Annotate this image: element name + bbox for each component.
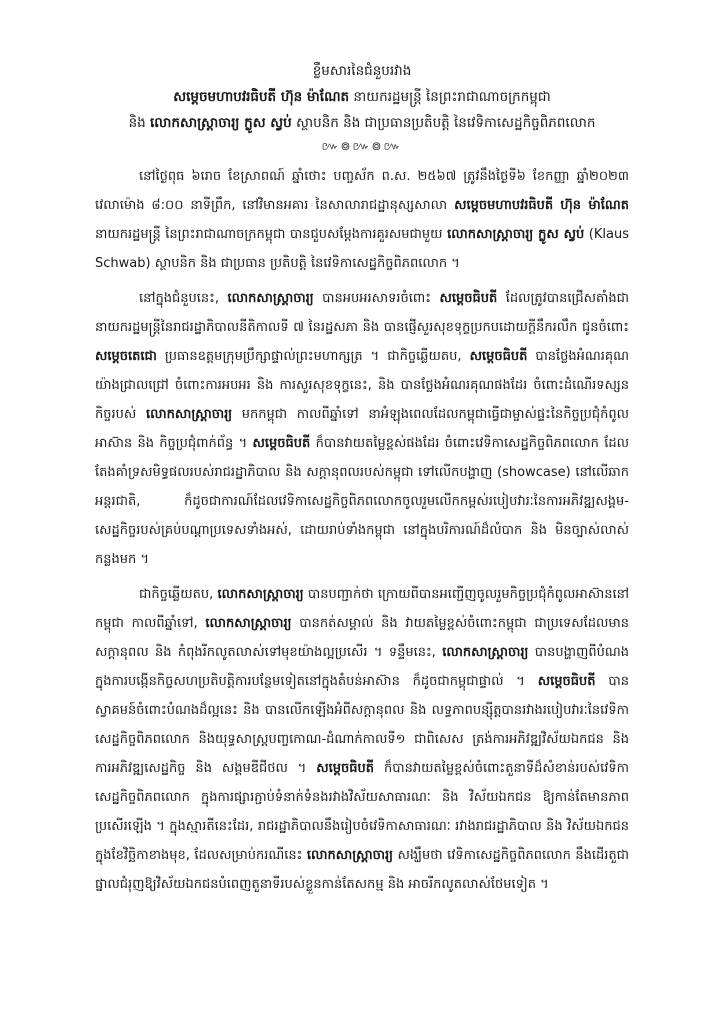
paragraph-3 xyxy=(95,580,629,899)
bold-name-segment: លោកសាស្ត្រាចារ្យ ក្លូស ស្វប់ xyxy=(447,227,585,242)
bold-name-segment: លោកសាស្ត្រាចារ្យ xyxy=(306,848,393,863)
bold-name-segment: លោកសាស្ត្រាចារ្យ xyxy=(145,407,233,422)
text-segment: បានថ្លែងអំណរគុណយ៉ាងជ្រាលជ្រៅ ចំពោះការអបអរ និង ការសួរសុខទុក្ខនេះ, និង បានថ្លែងអំណរគុណផងដែរ ចំពោះដំណើរទស្សនកិច្ចរបស់ xyxy=(95,349,629,422)
text-segment: ប្រធានឧត្តមក្រុមប្រឹក្សាផ្ទាល់ព្រះមហាក្សត្រ ។ ជាកិច្ចឆ្លើយតប, xyxy=(156,349,470,364)
text-segment: ក៏បានវាយតម្លៃខ្ពស់ចំពោះតួនាទីដ៏សំខាន់របស់វេទិកាសេដ្ឋកិច្ចពិភពលោក ក្នុងការផ្សារភ្ជាប់ទំនាក់ទំនងរវាងវិស័យសាធារណៈ និង វិស័យឯកជន ឱ្យកាន់តែមានភាពប្រសើរឡើង ។ ក្នុងស្មារតីនេះដែរ, រាជរដ្ឋាភិបាលនឹងរៀបចំវេទិកាសាធារណៈ រវាងរាជរដ្ឋាភិបាល និង វិស័យឯកជន ក្នុងខែវិច្ឆិកាខាងមុខ, ដែលសម្រាប់ករណីនេះ xyxy=(95,761,630,863)
paragraph-2 xyxy=(95,284,629,574)
text-segment: បានអបអរសាទរចំពោះ xyxy=(313,291,440,306)
header-and: និង xyxy=(128,115,150,131)
header-line-wef xyxy=(95,110,629,136)
document-header xyxy=(95,58,629,136)
bold-name-segment: លោកសាស្ត្រាចារ្យ xyxy=(442,645,529,660)
bold-name-segment: សម្តេចធិបតី xyxy=(537,674,596,689)
paragraph-1 xyxy=(95,162,629,278)
bold-name-segment: លោកសាស្ត្រាចារ្យ xyxy=(217,587,304,602)
header-title: ខ្លឹមសារនៃជំនួបរវាង xyxy=(312,63,412,79)
bold-name-segment: សម្តេចតេជោ xyxy=(95,349,157,364)
text-segment: ជាកិច្ចឆ្លើយតប, xyxy=(139,587,218,602)
bold-name-segment: សម្តេចធិបតី xyxy=(316,761,375,776)
text-segment: ដែលត្រូវបានជ្រើសតាំងជានាយករដ្ឋមន្ត្រីនៃរាជរដ្ឋាភិបាលនីតិកាលទី ៧ នៃរដ្ឋសភា និង បានផ្ញើសួរសុខទុក្ខប្រកបដោយក្តីនឹករលឹក ជូនចំពោះ xyxy=(95,291,629,335)
bold-name-segment: លោកសាស្ត្រាចារ្យ xyxy=(227,291,314,306)
bold-name-segment: សម្តេចមហាបវរធិបតី ហ៊ុន ម៉ាណែត xyxy=(454,198,629,213)
schwab-name: លោកសាស្ត្រាចារ្យ ក្លូស ស្វប់ xyxy=(150,115,292,131)
text-segment: នៅក្នុងជំនួបនេះ, xyxy=(139,291,228,306)
pm-title: នាយករដ្ឋមន្ត្រី នៃព្រះរាជាណាចក្រកម្ពុជា xyxy=(349,89,551,105)
text-segment: នៅថ្ងៃពុធ ៦រោច ខែស្រាពណ៍ ឆ្នាំថោះ បញ្ចស័ក ព.ស. ២៥៦៧ ត្រូវនឹងថ្ងៃទី៦ ខែកញ្ញា ឆ្នាំ២០២៣ វេលាម៉ោង ៨:០០ នាទីព្រឹក, នៅវិមានអគារ នៃសាលារាជដ្ឋានុស្សសាលា xyxy=(95,169,629,213)
text-segment: នាយករដ្ឋមន្ត្រី នៃព្រះរាជាណាចក្រកម្ពុជា បានជួបសម្តែងការគួរសមជាមួយ xyxy=(95,227,448,242)
text-segment: បានស្វាគមន៍ចំពោះបំណងដ៏ល្អនេះ និង បានលើកឡើងអំពីសក្តានុពល និង លទ្ធភាពបន្សុីត្តបានរវាងរបៀបវារៈនៃវេទិកាសេដ្ឋកិច្ចពិភពលោក និងយុទ្ធសាស្ត្របញ្ចកោណ-ដំណាក់កាលទី១ ជាពិសេស ត្រង់ការអភិវឌ្ឍវិស័យឯកជន និង ការអភិវឌ្ឍសេដ្ឋកិច្ច និង សង្គមឌីជីថល ។ xyxy=(95,674,629,776)
text-segment: បានកត់សម្គាល់ និង វាយតម្លៃខ្ពស់ចំពោះកម្ពុជា ជាប្រទេសដែលមានសក្តានុពល និង កំពុងរីកលូតលាស់ទៅមុខយ៉ាងល្អប្រសើរ ។ ទន្ទឹមនេះ, xyxy=(95,616,630,660)
bold-name-segment: សម្តេចធិបតី xyxy=(439,291,498,306)
header-ornament: ៚៙៚៙៚ xyxy=(321,139,403,153)
bold-name-segment: លោកសាស្ត្រាចារ្យ xyxy=(205,616,292,631)
text-segment: បានបញ្ជាក់ថា ក្រោយពីបានអញ្ជើញចូលរួមកិច្ចប្រជុំកំពូលអាស៊ាននៅកម្ពុជា កាលពីឆ្នាំទៅ, xyxy=(95,587,630,631)
text-segment: បានបង្ហាញពីបំណង ក្នុងការបង្កើនកិច្ចសហប្រតិបត្តិការបន្ថែមទៀតនៅក្នុងតំបន់អាស៊ាន ក៏ដូចជាកម្ពុជាផ្ទាល់ ។ xyxy=(95,645,629,689)
bold-name-segment: សម្តេចធិបតី xyxy=(252,436,311,451)
pm-name: សម្តេចមហាបវរធិបតី ហ៊ុន ម៉ាណែត xyxy=(173,89,350,105)
bold-name-segment: សម្តេចធិបតី xyxy=(469,349,528,364)
header-line-pm xyxy=(95,84,629,110)
text-segment: (Klaus Schwab) ស្ថាបនិក និង ជាប្រធាន ប្រតិបត្តិ នៃវេទិកាសេដ្ឋកិច្ចពិភពលោក ។ xyxy=(95,227,629,271)
text-segment: សង្ឃឹមថា វេទិកាសេដ្ឋកិច្ចពិភពលោក នឹងដើរតួជាផ្នាលជំរុញឱ្យវិស័យឯកជនបំពេញតួនាទីរបស់ខ្លួនកាន់តែសកម្ម និង អាចរីកលូតលាស់ថែមទៀត ។ xyxy=(95,848,629,892)
text-segment: មកកម្ពុជា កាលពីឆ្នាំទៅ នាអំឡុងពេលដែលកម្ពុជាធ្វើជាម្ចាស់ផ្ទះនៃកិច្ចប្រជុំកំពូលអាស៊ាន និង កិច្ចប្រជុំពាក់ព័ន្ធ ។ xyxy=(95,407,629,451)
schwab-title: ស្ថាបនិក និង ជាប្រធានប្រតិបត្តិ នៃវេទិកាសេដ្ឋកិច្ចពិភពលោក xyxy=(291,115,596,131)
text-segment: ក៏បានវាយតម្លៃខ្ពស់ផងដែរ ចំពោះវេទិកាសេដ្ឋកិច្ចពិភពលោក ដែលតែងគាំទ្រសមិទ្ធផលរបស់រាជរដ្ឋាភិបាល និង សក្តានុពលរបស់កម្ពុជា ទៅលើកបង្ហាញ (showcase) នៅលើឆាកអន្តរជាតិ, ក៏ដូចជាការណ៍ដែលវេទិកាសេដ្ឋកិច្ចពិភពលោកចូលរួមលើកកម្ពស់របៀបវារៈនៃការអភិវឌ្ឍសង្គម-សេដ្ឋកិច្ចរបស់គ្រប់បណ្តាប្រទេសទាំងអស់, ដោយរាប់ទាំងកម្ពុជា នៅក្នុងបរិការណ៍ដ៏លំបាក និង មិនច្បាស់លាស់កន្លងមក ។ xyxy=(95,436,630,567)
